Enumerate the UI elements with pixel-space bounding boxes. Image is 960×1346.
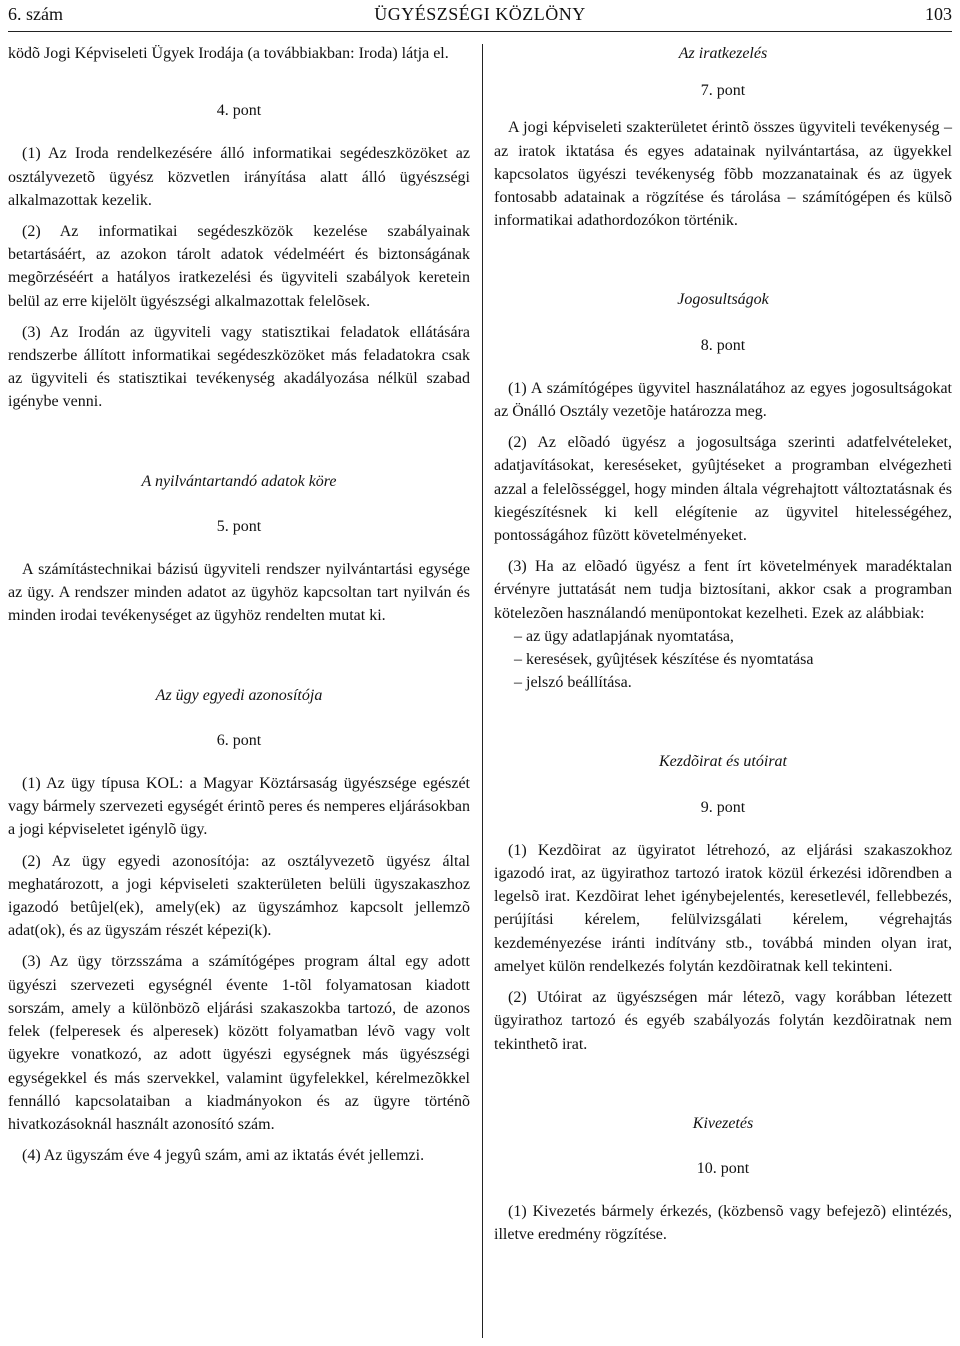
left-column	[8, 42, 470, 1175]
section-5-title: 5. pont	[216, 517, 262, 535]
column-divider	[482, 44, 483, 1338]
section-9-para-2: (2) Utóirat az ügyészségen már létezõ, vagy korábban létezett ügyirathoz tartozó és egyéb szabályozás folytán kezdõiratnak nem tekinthetõ irat.	[494, 989, 952, 1053]
section-10-para-1: (1) Kivezetés bármely érkezés, (közbensõ vagy befejezõ) elintézés, illetve eredmény rögzítése.	[494, 1203, 952, 1244]
issue-number: 6. szám	[8, 4, 63, 24]
list-item: – keresések, gyûjtések készítése és nyomtatása	[514, 651, 814, 669]
section-6-para-1: (1) Az ügy típusa KOL: a Magyar Köztársaság ügyészsége egészét vagy bármely szervezeti egységét érintõ peres és nemperes eljárásokban a jogi képviseletet igénylõ ügy.	[8, 775, 471, 839]
journal-title: ÜGYÉSZSÉGI KÖZLÖNY	[374, 4, 586, 24]
section-6-para-2: (2) Az ügy egyedi azonosítója: az osztályvezetõ ügyész által meghatározott, a jogi képviseleti szakterületen belüli ügyszakaszhoz igazodó betûjel(ek), amely(ek) az ügyszámhoz kapcsolt jellemzõ adat(ok), és az ügyszám részét képezi(k).	[8, 852, 470, 940]
section-7-para: A jogi képviseleti szakterületet érintõ összes ügyviteli tevékenység – az iratok iktatása és egyes adatainak nyilvántartása, az ügyekkel kapcsolatos ügyészi tevékenység fõbb mozzanatainak és az ügyek fontosabb adatainak a rögzítése és tárolása – számítógépen és külsõ informatikai adathordozókon történik.	[494, 119, 952, 230]
section-8-para-1: (1) A számítógépes ügyvitel használatához az egyes jogosultságokat az Önálló Osztály vezetõje határozza meg.	[494, 379, 952, 421]
section-10-title: 10. pont	[696, 1159, 750, 1177]
section-9-heading: Kezdõirat és utóirat	[658, 753, 787, 771]
section-8-list	[494, 625, 952, 695]
section-6-para-4: (4) Az ügyszám éve 4 jegyû szám, ami az iktatás évét jellemzi.	[22, 1147, 425, 1165]
section-7-title: 7. pont	[700, 82, 746, 100]
section-5-heading: A nyilvántartandó adatok köre	[141, 472, 337, 490]
section-4-title: 4. pont	[216, 102, 262, 120]
right-column	[494, 42, 952, 1255]
section-4-para-1: (1) Az Iroda rendelkezésére álló informatikai segédeszközöket az osztályvezetõ ügyész közvetlen irányítása alatt álló ügyészségi alkalmazottak kezelik.	[8, 145, 470, 209]
section-4-para-2: (2) Az informatikai segédeszközök kezelése szabályainak betartásáért, az azokon tárolt adatok védelméért és biztonságának megõrzéséért a hatályos iratkezelési és ügyviteli szabályok keretein belül az erre kijelölt ügyészségi alkalmazottak felelõsek.	[8, 223, 470, 310]
section-7-heading: Az iratkezelés	[678, 45, 768, 62]
page-number: 103	[925, 4, 952, 24]
list-item: – jelszó beállítása.	[514, 674, 632, 692]
header-rule	[8, 31, 952, 32]
page-header	[8, 0, 952, 28]
section-9-para-1: (1) Kezdõirat az ügyiratot létrehozó, az eljárási szakaszokhoz igazodó irat, az ügyirathoz tartozó iratok közül érkezési idõrendben a legelsõ irat. Kezdõirat lehet igénybejelentés, keresetlevél, fellebbezés, perújítási kérelem, felülvizsgálati kérelem, végrehajtás kezdeményezése iránti indítvány stb., továbbá minden olyan irat, amelyet külön rendelkezés folytán kezdõiratnak kell tekinteni.	[494, 841, 952, 975]
section-4-para-3: (3) Az Irodán az ügyviteli vagy statisztikai feladatok ellátására rendszerbe állított informatikai segédeszközöket más feladatokra csak az ügyviteli és statisztikai tevékenység akadályozása nélkül szabad igénybe venni.	[8, 323, 470, 411]
intro-paragraph: ködõ Jogi Képviseleti Ügyek Irodája (a továbbiakban: Iroda) látja el.	[8, 45, 449, 62]
section-8-para-2: (2) Az elõadó ügyész a jogosultsága szerinti adatfelvételeket, adatjavításokat, kereséseket, gyûjtéseket a programban elvégezheti azzal a felelõsséggel, hogy minden általa végrehajtott változtatásnak és kiegészítésnek ki kell elégítenie az ügyvitel hitelességéhez, pontosságához fûzött követelményeket.	[494, 434, 952, 545]
section-6-para-3: (3) Az ügy törzsszáma a számítógépes program által egy adott ügyészi szervezeti egységnél évente 1-tõl folyamatosan kiadott sorszám, amely a különbözõ eljárási szakaszokba tartozó, de azonos felek (felperesek és alperesek) között folyamatban lévõ vagy volt ügyekre vonatkozó, az adott ügyészi egységnek más ügyészségi egységekkel és más szervekkel, valamint ügyfelekkel, kérelmezõkkel fennálló kapcsolataiban a kiadmányokon és az ügyre történõ hivatkozásoknál használt azonosító szám.	[8, 953, 470, 1133]
section-8-heading: Jogosultságok	[677, 291, 769, 309]
section-5-para: A számítástechnikai bázisú ügyviteli rendszer nyilvántartási egysége az ügy. A rendszer minden adatot az ügyhöz kapcsoltan tart nyilván és minden irodai tevékenységet az ügyhöz rendelten mutat ki.	[8, 561, 470, 625]
section-8-title: 8. pont	[700, 336, 746, 354]
section-10-heading: Kivezetés	[692, 1114, 754, 1132]
section-9-title: 9. pont	[700, 798, 746, 816]
section-8-para-3: (3) Ha az elõadó ügyész a fent írt követelmények maradéktalan érvényre juttatását nem tudja biztosítani, akkor csak a programban kötelezõen használandó menüpontokat kezelheti. Ezek az alábbiak:	[494, 558, 952, 622]
list-item: – az ügy adatlapjának nyomtatása,	[514, 627, 734, 645]
section-6-title: 6. pont	[216, 731, 262, 749]
section-6-heading: Az ügy egyedi azonosítója	[155, 686, 323, 704]
